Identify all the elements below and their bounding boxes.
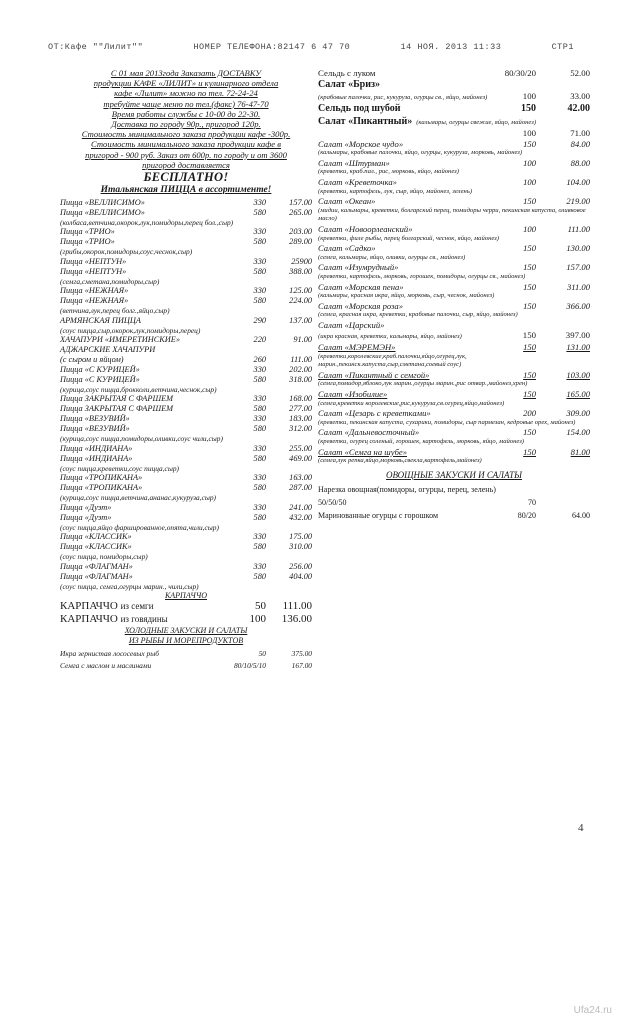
item-weight: 50 bbox=[258, 649, 266, 659]
fax-header bbox=[48, 42, 574, 52]
veg-header: ОВОЩНЫЕ ЗАКУСКИ И САЛАТЫ bbox=[386, 469, 522, 480]
menu-item bbox=[60, 404, 312, 414]
menu-item bbox=[60, 316, 312, 326]
item-weight: 330 bbox=[253, 532, 266, 542]
item-name: Салат «Садко» bbox=[318, 243, 376, 254]
menu-item bbox=[60, 296, 312, 306]
item-description: (соус пицца,яйцо фаршированное,опята,чили,сыр) bbox=[60, 522, 219, 532]
menu-item bbox=[60, 198, 312, 208]
item-name: Пицца «КЛАССИК» bbox=[60, 542, 132, 552]
item-price: 375.00 bbox=[291, 649, 312, 659]
item-weight: 100 bbox=[523, 157, 536, 168]
item-description: (креветки, картофель, морковь, горошек, помидоры, огурцы св., майонез) bbox=[318, 272, 526, 280]
menu-item bbox=[60, 365, 312, 375]
item-name: Пицца «ВЕЗУВИЙ» bbox=[60, 424, 130, 434]
intro-line: продукции КАФЕ «ЛИЛИТ» и кулинарного отдела bbox=[93, 78, 279, 89]
item-weight: 150 bbox=[523, 369, 536, 380]
item-name: Пицца «НЕЖНАЯ» bbox=[60, 296, 129, 306]
intro-line: пригород доставляется bbox=[142, 159, 230, 170]
left-column bbox=[60, 68, 312, 672]
item-name: Семга с маслом и маслинами bbox=[60, 661, 152, 671]
menu-item bbox=[318, 483, 590, 496]
menu-item bbox=[60, 394, 312, 404]
item-weight: 330 bbox=[253, 256, 266, 266]
menu-item bbox=[318, 243, 590, 254]
menu-item bbox=[60, 473, 312, 483]
item-name: Салат «МЭРЕМЭН» bbox=[318, 342, 396, 353]
item-price: 130.00 bbox=[566, 243, 590, 254]
item-price: 52.00 bbox=[570, 68, 590, 78]
item-price: 111.00 bbox=[567, 223, 590, 234]
menu-item bbox=[318, 224, 590, 235]
item-weight: 290 bbox=[253, 315, 266, 325]
item-name-sub: из семги bbox=[120, 601, 154, 612]
item-price: 131.00 bbox=[566, 342, 590, 353]
item-price: 310.00 bbox=[289, 542, 312, 552]
item-name-main: КАРПАЧЧО bbox=[60, 613, 118, 626]
menu-item bbox=[318, 301, 590, 312]
intro-line: С 01 мая 2013года Заказать ДОСТАВКУ bbox=[110, 68, 262, 78]
item-weight: 150 bbox=[523, 300, 536, 311]
right-column bbox=[318, 68, 590, 522]
item-name: Пицца «ТРОПИКАНА» bbox=[60, 473, 143, 483]
item-name: Салат «Морское чудо» bbox=[318, 138, 404, 149]
item-price: 168.00 bbox=[289, 394, 312, 404]
item-name-main: КАРПАЧЧО bbox=[60, 600, 118, 613]
menu-item bbox=[60, 227, 312, 237]
item-price: 71.00 bbox=[570, 127, 590, 138]
item-weight: 100 bbox=[523, 223, 536, 234]
item-description: (соус пицца, семга,огурцы марин., чили,сыр) bbox=[60, 581, 199, 591]
item-description: (курица,соус пицца,брокколи,ветчина,чеснок,сыр) bbox=[60, 385, 217, 395]
item-name: Салат «Пикантный» bbox=[318, 115, 413, 127]
cold-header-2: ИЗ РЫБЫ И МОРЕПРОДУКТОВ bbox=[128, 635, 244, 645]
item-weight: 580 bbox=[253, 483, 266, 493]
item-description: (грибы,окорок,помидоры,соус,чеснок,сыр) bbox=[60, 247, 193, 257]
item-description: (семга,помидор,яблоко,лук марин.,огурцы марин.,рис отвар.,майонез,хрен) bbox=[318, 380, 528, 388]
menu-item bbox=[60, 600, 312, 613]
item-price: 388.00 bbox=[289, 266, 312, 276]
item-weight: 260 bbox=[253, 355, 266, 365]
item-description: (кальмары, огурцы свежие, яйцо, майонез) bbox=[416, 118, 537, 126]
menu-item bbox=[60, 257, 312, 267]
menu-item bbox=[60, 542, 312, 552]
item-name: АДЖАРСКИЕ ХАЧАПУРИ bbox=[60, 345, 156, 355]
item-name: Маринованные огурцы с горошком bbox=[318, 511, 439, 521]
item-name: Пицца ЗАКРЫТАЯ С ФАРШЕМ bbox=[60, 394, 174, 404]
item-weight: 580 bbox=[253, 453, 266, 463]
item-weight: 150 bbox=[522, 330, 536, 341]
item-weight: 150 bbox=[521, 102, 536, 114]
item-weight: 330 bbox=[253, 473, 266, 483]
item-price: 432.00 bbox=[289, 512, 312, 522]
item-weight: 150 bbox=[523, 281, 536, 292]
item-weight: 80/30/20 bbox=[504, 68, 536, 78]
item-name: Пицца «ФЛАГМАН» bbox=[60, 571, 133, 581]
item-weight: 330 bbox=[253, 502, 266, 512]
item-weight: 580 bbox=[253, 266, 266, 276]
item-description: (крабовые палочки, рис, кукуруза, огурцы св., яйцо, майонез) bbox=[318, 94, 488, 101]
item-name: Пицца «ТРОПИКАНА» bbox=[60, 483, 143, 493]
menu-item bbox=[318, 262, 590, 273]
carpaccio-list bbox=[60, 600, 312, 626]
item-name: Пицца «С КУРИЦЕЙ» bbox=[60, 365, 140, 375]
delivery-info bbox=[60, 68, 312, 170]
item-description: (икра красная, креветки, кальмары, яйцо, майонез) bbox=[318, 333, 462, 341]
item-weight: 330 bbox=[253, 365, 266, 375]
item-price: 64.00 bbox=[572, 511, 590, 521]
item-price: 81.00 bbox=[570, 446, 590, 457]
item-weight: 150 bbox=[523, 427, 536, 438]
item-weight: 70 bbox=[528, 498, 536, 508]
item-weight: 100 bbox=[249, 613, 266, 626]
item-name: Пицца «ТРИО» bbox=[60, 227, 115, 237]
menu-item bbox=[60, 444, 312, 454]
menu-item bbox=[318, 496, 590, 509]
intro-line: Стоимость минимального заказа продукции кафе в bbox=[91, 139, 281, 150]
fax-from: ОТ:Кафе ""Лилит"" bbox=[48, 42, 144, 52]
menu-item bbox=[318, 447, 590, 458]
item-price: 312.00 bbox=[289, 424, 312, 434]
item-name: Икра зернистая лососевых рыб bbox=[60, 649, 159, 659]
item-weight: 330 bbox=[253, 227, 266, 237]
item-name: Салат «Изобилие» bbox=[318, 389, 388, 400]
item-price: 91.00 bbox=[293, 335, 312, 345]
veg-list bbox=[318, 483, 590, 522]
item-weight: 330 bbox=[253, 286, 266, 296]
item-price: 157.00 bbox=[289, 198, 312, 208]
item-price: 175.00 bbox=[289, 532, 312, 542]
item-price: 42.00 bbox=[567, 102, 590, 114]
item-name: Салат «Цезарь с креветками» bbox=[318, 408, 431, 419]
item-name: Пицца «НЕПТУН» bbox=[60, 266, 127, 276]
item-price: 311.00 bbox=[567, 281, 590, 292]
cold-header-1: ХОЛОДНЫЕ ЗАКУСКИ И САЛАТЫ bbox=[124, 626, 248, 636]
item-name: Пицца «ТРИО» bbox=[60, 237, 115, 247]
menu-item bbox=[318, 408, 590, 419]
carpaccio-header: КАРПАЧЧО bbox=[164, 590, 208, 600]
item-description: (креветки,королевские,краб.палочки,яйцо,огурец,лук, марин.,пекинск.капуста,сыр,сметана,соевый соус) bbox=[318, 352, 467, 369]
item-name: Пицца «НЕПТУН» bbox=[60, 256, 127, 266]
item-weight: 150 bbox=[523, 196, 536, 207]
item-weight: 80/20 bbox=[517, 511, 536, 521]
item-price: 136.00 bbox=[281, 613, 312, 626]
pizza-header: Итальянская ПИЦЦА в ассортименте! bbox=[100, 185, 272, 196]
item-name: Пицца «С КУРИЦЕЙ» bbox=[60, 375, 140, 385]
item-description: (креветки, огурец соленый, горошек, картофель, морковь, яйцо, майонез) bbox=[318, 438, 524, 445]
menu-item bbox=[60, 208, 312, 218]
intro-line: требуйте чаще меню по тел.(факс) 76-47-70 bbox=[103, 98, 269, 109]
menu-item bbox=[60, 424, 312, 434]
item-name: Пицца «Дуэт» bbox=[60, 502, 112, 512]
item-description: (креветки, картофель, лук, сыр, яйцо, майонез, зелень) bbox=[318, 187, 473, 195]
item-name: Салат «Океан» bbox=[318, 196, 376, 207]
item-description: (креветки, пекинская капуста, сухарики, помидоры, сыр пармезан, кедровые орех, майонез) bbox=[318, 418, 576, 426]
item-price: 137.00 bbox=[289, 315, 312, 325]
item-name: АРМЯНСКАЯ ПИЦЦА bbox=[60, 315, 141, 325]
menu-item bbox=[60, 375, 312, 385]
item-weight: 80/10/5/10 bbox=[233, 661, 266, 671]
item-description: (семга, красная икра, креветки, крабовые палочки, сыр, яйцо, майонез) bbox=[318, 311, 518, 319]
item-weight: 580 bbox=[253, 404, 266, 414]
item-weight: 580 bbox=[253, 375, 266, 385]
item-weight: 220 bbox=[253, 335, 266, 345]
intro-line: Доставка по городу 90р., пригород 120р. bbox=[111, 119, 261, 130]
intro-line: пригород - 900 руб. Заказ от 600р. по городу и от 3600 bbox=[85, 149, 287, 160]
item-price: 289.00 bbox=[289, 237, 312, 247]
item-price: 256.00 bbox=[289, 561, 312, 571]
menu-item bbox=[60, 562, 312, 572]
menu-item bbox=[318, 342, 590, 353]
menu-item bbox=[60, 513, 312, 523]
item-weight: 150 bbox=[523, 342, 536, 353]
fax-date: 14 НОЯ. 2013 11:33 bbox=[400, 42, 502, 52]
item-description: (кальмары, красная икра, яйцо, морковь, сыр, чеснок, майонез) bbox=[318, 292, 495, 300]
menu-item bbox=[60, 454, 312, 464]
item-weight: 580 bbox=[253, 571, 266, 581]
item-name: (с сыром и яйцом) bbox=[60, 355, 124, 365]
salad-list bbox=[318, 68, 590, 466]
menu-item bbox=[318, 427, 590, 438]
item-description: (соус пицца,креветки,соус пицца,сыр) bbox=[60, 463, 179, 473]
intro-line: Стоимость минимального заказа продукции кафе -300р. bbox=[81, 129, 291, 140]
item-name: Пицца «КЛАССИК» bbox=[60, 532, 132, 542]
item-weight: 580 bbox=[253, 208, 266, 218]
item-price: 103.00 bbox=[566, 369, 590, 380]
item-weight: 100 bbox=[523, 176, 536, 187]
menu-item bbox=[318, 103, 590, 115]
item-description: (соус пицца, помидоры,сыр) bbox=[60, 552, 148, 562]
item-name: Сельдь с луком bbox=[318, 68, 376, 78]
item-price: 397.00 bbox=[565, 330, 590, 341]
menu-item bbox=[318, 370, 590, 381]
item-price: 104.00 bbox=[566, 176, 590, 187]
menu-item bbox=[318, 128, 590, 139]
item-price: 167.00 bbox=[291, 661, 312, 671]
menu-item bbox=[318, 509, 590, 522]
item-name bbox=[60, 600, 204, 613]
item-name-sub: из говядины bbox=[120, 614, 168, 625]
page-mark: 4 bbox=[578, 822, 584, 834]
item-price: 183.00 bbox=[289, 414, 312, 424]
menu-item bbox=[60, 335, 312, 345]
item-name: 50/50/50 bbox=[318, 498, 347, 508]
item-description: (соус пицца,сыр,окорок,лук,помидоры,перец) bbox=[60, 325, 201, 335]
item-price: 241.00 bbox=[289, 502, 312, 512]
menu-item bbox=[60, 572, 312, 582]
item-description: (колбаса,ветчина,окорок,лук,помидоры,перец бол.,сыр) bbox=[60, 218, 234, 228]
menu-item bbox=[318, 196, 590, 207]
item-weight: 330 bbox=[253, 394, 266, 404]
item-name: Салат «Семга на шубе» bbox=[318, 446, 408, 457]
menu-item bbox=[318, 139, 590, 150]
item-weight: 150 bbox=[523, 138, 536, 149]
item-weight: 580 bbox=[253, 237, 266, 247]
item-weight: 330 bbox=[253, 443, 266, 453]
item-description: (ветчина,лук,перец болг.,яйцо,сыр) bbox=[60, 306, 170, 316]
item-price: 33.00 bbox=[570, 91, 590, 101]
item-weight: 100 bbox=[522, 127, 536, 138]
item-name: Салат «Бриз» bbox=[318, 79, 381, 90]
item-description: (семга, кальмары, яйцо, оливки, огурцы св., майонез) bbox=[318, 253, 466, 261]
item-price: 165.00 bbox=[566, 389, 590, 400]
item-price: 125.00 bbox=[289, 286, 312, 296]
item-price: 366.00 bbox=[566, 300, 590, 311]
menu-item bbox=[318, 177, 590, 188]
item-price: 163.00 bbox=[289, 473, 312, 483]
item-price: 224.00 bbox=[289, 296, 312, 306]
menu-item bbox=[318, 91, 590, 103]
item-price: 202.00 bbox=[289, 365, 312, 375]
fax-phone: НОМЕР ТЕЛЕФОНА:82147 6 47 70 bbox=[193, 42, 351, 52]
fax-page: СТР1 bbox=[551, 42, 574, 52]
item-name: Салат «Штурман» bbox=[318, 157, 390, 168]
item-price: 404.00 bbox=[289, 571, 312, 581]
item-name: Салат «Изумрудный» bbox=[318, 262, 399, 273]
watermark: Ufa24.ru bbox=[573, 1005, 612, 1016]
item-price: 219.00 bbox=[566, 196, 590, 207]
item-price: 111.00 bbox=[290, 355, 312, 365]
menu-item bbox=[60, 355, 312, 365]
item-weight: 330 bbox=[253, 561, 266, 571]
item-name: Нарезка овощная(помидоры, огурцы, перец, зелень) bbox=[318, 485, 496, 495]
menu-item bbox=[318, 282, 590, 293]
item-description: (семга,креветки королевские,рис,кукуруза,св.огурец,яйцо,майонез) bbox=[318, 399, 505, 407]
menu-item bbox=[60, 503, 312, 513]
item-name: Салат «Дальневосточный» bbox=[318, 427, 420, 438]
item-price: 203.00 bbox=[289, 227, 312, 237]
item-name: ХАЧАПУРИ «ИМЕРЕТИНСКИЕ» bbox=[60, 335, 181, 345]
menu-item bbox=[60, 613, 312, 626]
item-description: (семга,лук репка,яйцо,морковь,свекла,картофель,майонез) bbox=[318, 457, 482, 465]
menu-item bbox=[60, 237, 312, 247]
menu-item bbox=[60, 483, 312, 493]
item-price: 111.00 bbox=[282, 600, 312, 613]
item-price: 318.00 bbox=[289, 375, 312, 385]
item-price: 255.00 bbox=[289, 443, 312, 453]
item-name: Салат «Морская роза» bbox=[318, 300, 404, 311]
item-description: (курица,соус пицца,ветчина,ананас,кукуруза,сыр) bbox=[60, 493, 217, 503]
item-name: Салат «Новоорлеанский» bbox=[318, 223, 413, 234]
item-name: Пицца «ВЕЗУВИЙ» bbox=[60, 414, 130, 424]
item-name bbox=[60, 613, 204, 626]
item-name: Салат «Морская пена» bbox=[318, 281, 404, 292]
menu-item bbox=[318, 330, 590, 342]
free-delivery: БЕСПЛАТНО! bbox=[143, 170, 229, 185]
item-description: (семга,сметана,помидоры,сыр) bbox=[60, 276, 160, 286]
item-name: Пицца ЗАКРЫТАЯ С ФАРШЕМ bbox=[60, 404, 174, 414]
item-weight: 150 bbox=[523, 262, 536, 273]
item-weight: 580 bbox=[253, 542, 266, 552]
item-price: 469.00 bbox=[289, 453, 312, 463]
cold-list bbox=[60, 648, 312, 672]
menu-item bbox=[318, 115, 590, 128]
menu-item bbox=[60, 267, 312, 277]
item-weight: 330 bbox=[253, 198, 266, 208]
item-name: Пицца «ВЕЛЛИСИМО» bbox=[60, 198, 145, 208]
item-weight: 100 bbox=[522, 91, 536, 101]
pizza-list bbox=[60, 198, 312, 591]
item-price: 277.00 bbox=[289, 404, 312, 414]
item-weight: 580 bbox=[253, 296, 266, 306]
item-price: 88.00 bbox=[570, 157, 590, 168]
item-weight: 150 bbox=[523, 446, 536, 457]
item-description: (мидии, кальмары, креветки, болгарский перец, помидоры черри, пекинская капуста, оливковое масло) bbox=[318, 206, 586, 223]
item-weight: 200 bbox=[523, 408, 536, 419]
item-description: (кальмары, крабовые палочки, яйцо, огурцы, кукуруза, морковь, майонез) bbox=[318, 149, 523, 157]
intro-line: Время работы службы с 10-00 до 22-30. bbox=[111, 108, 261, 119]
item-price: 287.00 bbox=[289, 483, 312, 493]
menu-item bbox=[318, 389, 590, 400]
menu-item bbox=[60, 648, 312, 660]
item-name: Салат «Пикантный с семгой» bbox=[318, 369, 430, 380]
item-description: (креветки, филе рыбы, перец болгарский, чеснок, яйцо, майонез) bbox=[318, 234, 499, 242]
item-description: (курица,соус пицца,помидоры,оливки,соус чили,сыр) bbox=[60, 434, 223, 444]
item-name: Пицца «ИНДИАНА» bbox=[60, 453, 133, 463]
item-weight: 330 bbox=[253, 414, 266, 424]
item-name: Пицца «НЕЖНАЯ» bbox=[60, 286, 129, 296]
item-weight: 50 bbox=[255, 600, 266, 613]
item-weight: 150 bbox=[523, 389, 536, 400]
menu-item bbox=[318, 158, 590, 169]
item-price: 25900 bbox=[291, 256, 312, 266]
menu-item bbox=[318, 68, 590, 79]
item-price: 154.00 bbox=[566, 427, 590, 438]
item-name: Пицца «Дуэт» bbox=[60, 512, 112, 522]
menu-item bbox=[60, 532, 312, 542]
menu-item bbox=[60, 414, 312, 424]
item-price: 157.00 bbox=[566, 262, 590, 273]
item-price: 84.00 bbox=[570, 138, 590, 149]
item-name: Пицца «ФЛАГМАН» bbox=[60, 561, 133, 571]
item-weight: 580 bbox=[253, 424, 266, 434]
menu-item bbox=[60, 286, 312, 296]
intro-line: кафе «Лилит» можно по тел. 72-24-24 bbox=[114, 88, 258, 99]
item-weight: 150 bbox=[523, 243, 536, 254]
item-name: Пицца «ИНДИАНА» bbox=[60, 443, 133, 453]
item-name: Салат «Креветочка» bbox=[318, 176, 397, 187]
item-weight: 580 bbox=[253, 512, 266, 522]
item-price: 309.00 bbox=[566, 408, 590, 419]
item-price: 265.00 bbox=[289, 208, 312, 218]
item-name: Салат «Царский» bbox=[318, 319, 385, 330]
menu-item bbox=[60, 660, 312, 672]
item-name: Пицца «ВЕЛЛИСИМО» bbox=[60, 208, 145, 218]
item-description: (креветки, краб.пал., рис, морковь, яйцо, майонез) bbox=[318, 168, 459, 176]
item-name: Сельдь под шубой bbox=[318, 102, 401, 114]
